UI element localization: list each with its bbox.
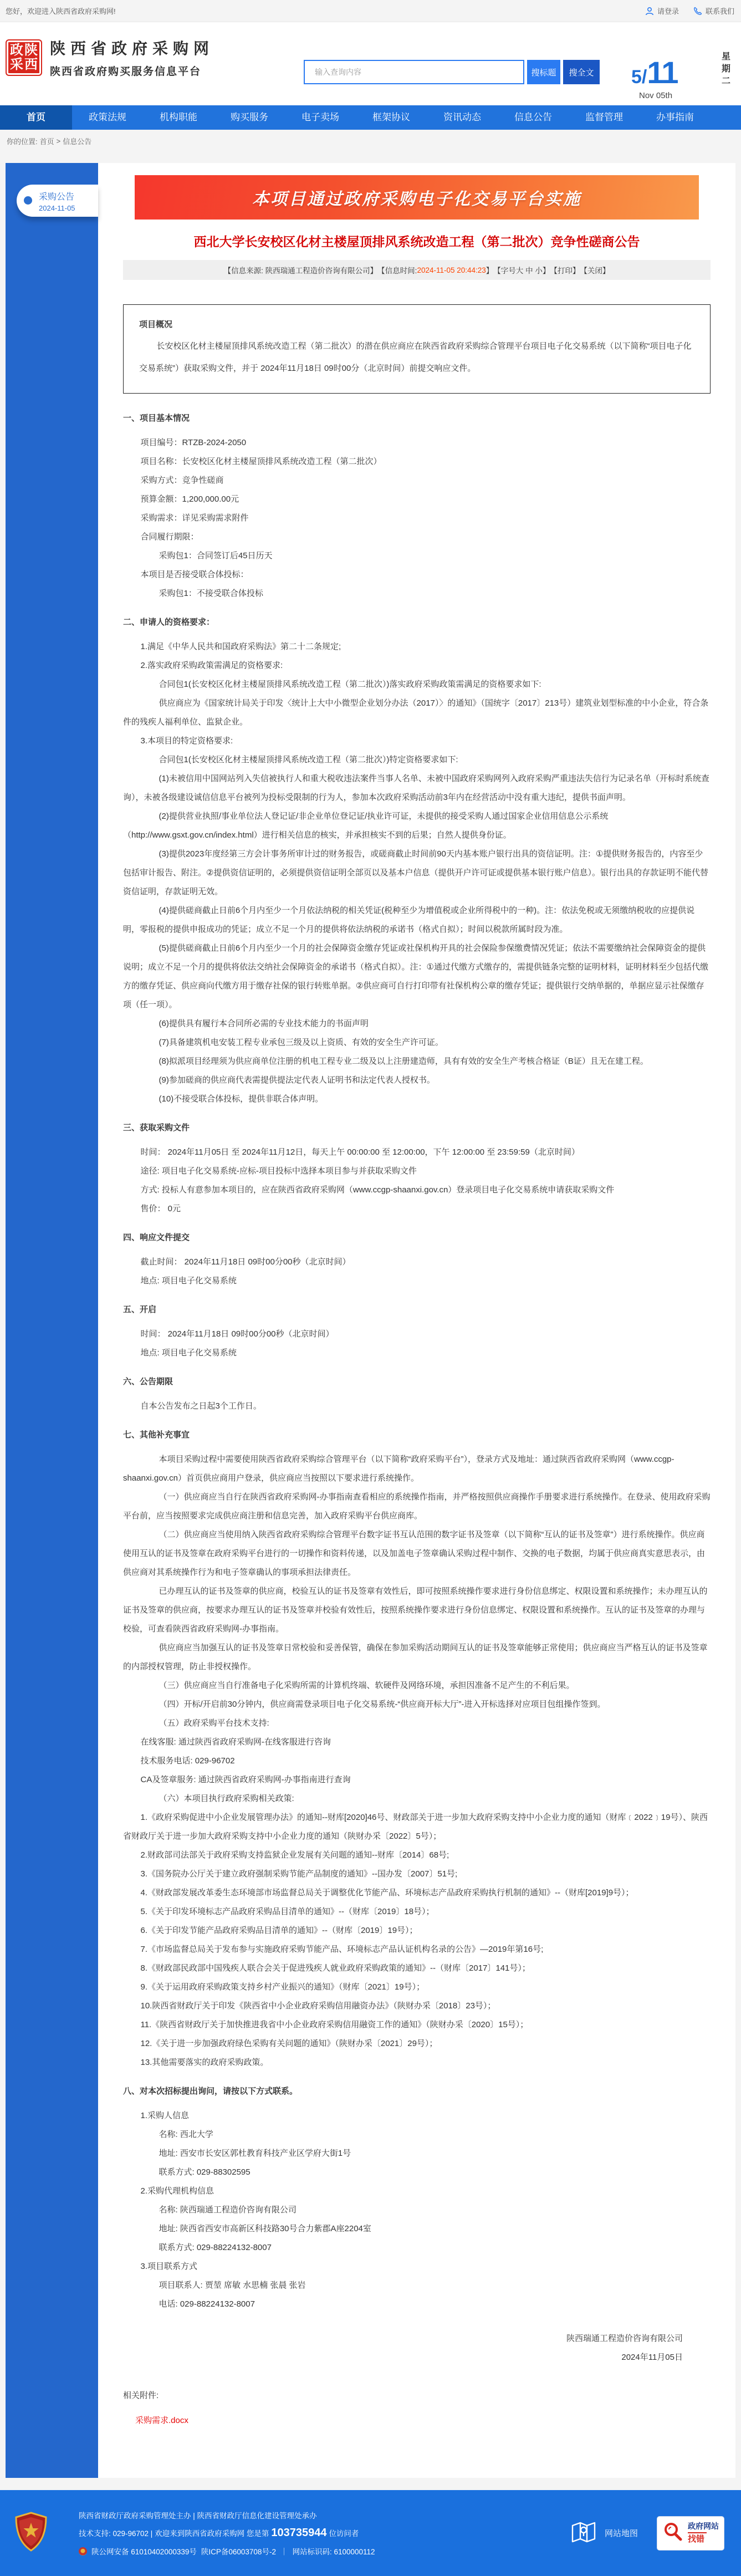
article-paragraph: 本项目采购过程中需要使用陕西省政府采购综合管理平台（以下简称“政府采购平台”），登录方式及地址：通过陕西省政府采购网（www.ccgp-shaanxi.gov.cn）首页供应商用户登录，供应商应当按照以下要求进行系统操作。: [123, 1455, 674, 1483]
attachment-list: [123, 2401, 711, 2426]
meta-bar: 【信息来源: 陕西瑞通工程造价咨询有限公司】 【信息时间: 2024-11-05 20:44:23 】 【字号 大 中 小 】 【打印】 【关闭】: [123, 260, 711, 280]
site-logo: [6, 39, 42, 76]
seal-char: 西: [24, 57, 38, 72]
article-paragraph: 合同包1(长安校区化材主楼屋顶排风系统改造工程（第二批次）)落实政府采购政策需满足的资格要求如下:: [159, 680, 541, 689]
article-paragraph: (4)提供磋商截止日前6个月内至少一个月依法纳税的相关凭证(税种至少为增值税或企业所得税中的一种)。注：依法免税或无须缴纳税收的应提供说明，零报税的提供申报成功的凭证；成立不足一个月的提供将依法纳税的承诺书（格式自拟）；时间以税款所属时段为准。: [123, 906, 695, 934]
article-paragraph: 地点: 项目电子化交易系统: [140, 1348, 237, 1358]
nav-item[interactable]: 首页: [0, 105, 72, 130]
article-paragraph: (8)拟派项目经理须为供应商单位注册的机电工程专业二级及以上注册建造师，具有有效的安全生产考核合格证（B证）且无在建工程。: [159, 1057, 648, 1066]
nav-item[interactable]: 购买服务: [231, 112, 268, 123]
article-paragraph: 3.项目联系方式: [140, 2262, 198, 2271]
fontsize-small-link[interactable]: 小: [535, 267, 543, 275]
fontsize-large-link[interactable]: 大: [515, 267, 524, 275]
date-english: Nov 05th: [639, 91, 673, 100]
article-paragraph: (3)提供2023年度经第三方会计事务所审计过的财务报告，或磋商截止时间前90天内基本账户银行出具的资信证明。注：①提供财务报告的，内容至少包括审计报告、附注。②提供资信证明的，必须提供资信证明全部页以及基本户信息（提供开户许可证或提供基本银行账户信息）。银行出具的存款证明不能代替资信证明，存款证明无效。: [123, 849, 708, 896]
article-paragraph: 项目联系人: 贾堃 席敏 水思楠 张晨 张岩: [159, 2281, 306, 2290]
article-paragraph: （五）政府采购平台技术支持:: [159, 1718, 269, 1728]
site-subtitle: 陕西省政府购买服务信息平台: [50, 66, 202, 78]
article-paragraph: 自本公告发布之日起3个工作日。: [140, 1401, 262, 1411]
print-link[interactable]: 【打印】: [550, 267, 580, 275]
article-paragraph: (1)未被信用中国网站列入失信被执行人和重大税收违法案件当事人名单、未被中国政府采购网列入政府采购严重违法失信行为记录名单（开标时系统查询），未被各级建设诚信信息平台被列为投标受限制的行为人，参加本次政府采购活动前3年内在经营活动中没有重大违纪，提供书面声明。: [123, 774, 709, 802]
article-body: [123, 409, 711, 2314]
page-title: 西北大学长安校区化材主楼屋顶排风系统改造工程（第二批次）竞争性磋商公告: [193, 234, 640, 249]
breadcrumb-home[interactable]: 首页: [39, 137, 54, 146]
footer-support-line: 技术支持: 029-96702 | 欢迎来到陕西省政府采购网 您是第 103735944 位访问者: [79, 2527, 359, 2539]
search-title-button[interactable]: 搜标题: [527, 60, 560, 84]
public-security-badge-icon: [79, 2547, 87, 2555]
article-paragraph: 方式: 投标人有意参加本项目的，应在陕西省政府采购网（www.ccgp-shaanxi.gov.cn）登录项目电子化交易系统申请获取采购文件: [140, 1185, 615, 1195]
date-day: 11: [647, 55, 678, 90]
article-paragraph: 在线客服: 通过陕西省政府采购网-在线客服进行咨询: [140, 1737, 331, 1747]
section-heading: 八、对本次招标提出询问，请按以下方式联系。: [123, 2087, 298, 2096]
article-paragraph: 名称: 西北大学: [159, 2130, 213, 2139]
breadcrumb: [0, 130, 741, 152]
contact-link[interactable]: 联系我们: [693, 6, 734, 16]
user-icon: [645, 7, 654, 16]
article-paragraph: 8.《财政部民政部中国残疾人联合会关于促进残疾人就业政府采购政策的通知》--（财库〔2017〕141号）；: [140, 1963, 530, 1973]
article-paragraph: 13.其他需要落实的政府采购政策。: [140, 2058, 269, 2067]
top-bar: [0, 0, 741, 22]
article-paragraph: 1.采购人信息: [140, 2111, 190, 2120]
fontsize-medium-link[interactable]: 中: [525, 267, 533, 275]
section-heading: 三、获取采购文件: [123, 1123, 190, 1133]
login-link[interactable]: 请登录: [645, 6, 679, 16]
nav-item[interactable]: 资讯动态: [443, 112, 481, 123]
main-nav: [0, 105, 741, 130]
close-link[interactable]: 【关闭】: [580, 267, 610, 275]
article-paragraph: 预算金额：1,200,000.00元: [140, 494, 239, 504]
section-heading: 四、响应文件提交: [123, 1233, 190, 1242]
article-paragraph: 6.《关于印发节能产品政府采购品目清单的通知》--（财库〔2019〕19号）；: [140, 1926, 418, 1935]
site-footer: [0, 2490, 741, 2576]
article-paragraph: 已办理互认的证书及签章的供应商，校验互认的证书及签章有效性后，即可按照系统操作要求进行身份信息绑定、权限设置和系统操作；未办理互认的证书及签章的供应商，按要求办理互认的证书及签章并校验有效性后，按照系统操作要求进行身份信息绑定、权限设置和系统操作。互认的证书及签章的办理与校验，可查看陕西省政府采购网-办事指南。: [123, 1587, 708, 1634]
seal-char: 采: [10, 57, 23, 72]
magnifier-icon: [662, 2521, 684, 2546]
article-paragraph: 12.《关于进一步加强政府绿色采购有关问题的通知》（陕财办采〔2021〕29号）；: [140, 2039, 438, 2048]
government-emblem-icon: [14, 2512, 48, 2554]
site-code: 网站标识码: 6100000112: [292, 2548, 375, 2556]
section-heading: 六、公告期限: [123, 1377, 173, 1386]
article-paragraph: 时间： 2024年11月05日 至 2024年11月12日，每天上午 00:00:00 至 12:00:00，下午 12:00:00 至 23:59:59（北京时间）: [140, 1147, 580, 1157]
attachments-heading: 相关附件:: [123, 2391, 159, 2400]
announcement-card: [98, 163, 735, 2478]
article-paragraph: 3.本项目的特定资格要求:: [140, 736, 233, 746]
article-paragraph: 合同履行期限：: [140, 532, 199, 542]
breadcrumb-separator: >: [56, 136, 61, 145]
article-paragraph: (10)不接受联合体投标，提供非联合体声明。: [159, 1094, 324, 1104]
article-paragraph: 2.财政部司法部关于政府采购支持监狱企业发展有关问题的通知--财库〔2014〕68号;: [140, 1850, 449, 1860]
article-paragraph: 合同包1(长安校区化材主楼屋顶排风系统改造工程（第二批次）)特定资格要求如下:: [159, 755, 458, 764]
nav-item[interactable]: 框架协议: [372, 112, 410, 123]
sitemap-link[interactable]: 网站地图: [569, 2518, 638, 2549]
article-paragraph: 采购包1：合同签订后45日历天: [159, 551, 273, 560]
article-paragraph: 技术服务电话: 029-96702: [140, 1756, 235, 1766]
article-paragraph: 11.《陕西省财政厅关于加快推进我省中小企业政府采购信用融资工作的通知》（陕财办采〔2020〕15号）；: [140, 2020, 529, 2029]
beian-ga-link[interactable]: 陕公网安备 61010402000339号: [91, 2548, 197, 2556]
search-input[interactable]: [304, 60, 524, 84]
breadcrumb-current[interactable]: 信息公告: [63, 137, 92, 146]
article-paragraph: CA及签章服务: 通过陕西省政府采购网-办事指南进行查询: [140, 1775, 351, 1784]
section-heading: 二、申请人的资格要求：: [123, 618, 215, 627]
nav-item[interactable]: 政策法规: [89, 112, 126, 123]
article-paragraph: 供应商应当加强互认的证书及签章日常校验和妥善保管，确保在参加采购活动期间互认的证书及签章能够正常使用；供应商应当严格互认的证书及签章的内部授权管理，防止非授权操作。: [123, 1643, 708, 1671]
nav-item[interactable]: 信息公告: [514, 112, 552, 123]
article-paragraph: 售价： 0元: [140, 1204, 181, 1213]
platform-banner: 本项目通过政府采购电子化交易平台实施: [135, 175, 699, 220]
nav-item[interactable]: 机构职能: [160, 112, 197, 123]
article-paragraph: （二）供应商应当使用纳入陕西省政府采购综合管理平台数字证书互认范围的数字证书及签章（以下简称“互认的证书及签章”）进行系统操作。供应商使用互认的证书及签章在政府采购平台进行的一切操作和资料传递，以及加盖电子签章确认采购过程中制作、交换的电子数据，均属于供应商真实意思表示，由供应商对其系统操作行为和电子签章确认的事项承担法律责任。: [123, 1530, 706, 1577]
overview-text: 长安校区化材主楼屋顶排风系统改造工程（第二批次）的潜在供应商应在陕西省政府采购综合管理平台项目电子化交易系统（以下简称“项目电子化交易系统”）获取采购文件，并于 2024年11月18日 09时00分（北京时间）前提交响应文件。: [139, 341, 692, 373]
nav-item[interactable]: 电子卖场: [301, 112, 339, 123]
article-paragraph: (5)提供磋商截止日前6个月内至少一个月的社会保障资金缴存凭证或社保机构开具的社会保险参保缴费情况凭证；依法不需要缴纳社会保障资金的提供说明；成立不足一个月的提供将依法交纳社会保障资金的承诺书（格式自拟）。注：①通过代缴方式缴存的，需提供链条完整的证明材料，证明材料至少包括代缴方的缴存凭证、供应商向代缴方用于缴存社保的银行转账单据。②供应商可自行打印带有社保机构公章的缴存凭证；提供银行交纳单据的，单据应显示社保缴存项（任一项）。: [123, 943, 708, 1009]
signature: [123, 2329, 711, 2367]
signature-line: 陕西瑞通工程造价咨询有限公司: [566, 2334, 683, 2343]
article-paragraph: 采购包1：不接受联合体投标: [159, 589, 263, 598]
site-title: 陕西省政府采购网: [50, 40, 214, 57]
article-paragraph: (2)提供营业执照/事业单位法人登记证/非企业单位登记证/执业许可证，未提供的接受采购人通过国家企业信用信息公示系统（http://www.gsxt.gov.cn/index.html）进行相关信息的核实，并承担核实不到的后果；自然人提供身份证。: [123, 812, 609, 840]
article-paragraph: 地址: 陕西省西安市高新区科技路30号合力紫郡A座2204室: [159, 2224, 371, 2233]
project-overview-box: [123, 304, 711, 394]
article-paragraph: 2.落实政府采购政策需满足的资格要求:: [140, 661, 283, 670]
overview-heading: 项目概况: [139, 320, 173, 329]
article-paragraph: 途径: 项目电子化交易系统-应标-项目投标中选择本项目参与并获取采购文件: [140, 1166, 417, 1176]
content-area: [0, 152, 741, 2490]
search-fulltext-button[interactable]: 搜全文: [563, 60, 600, 84]
seal-char: 政: [10, 42, 23, 58]
attachments-section: [123, 2389, 711, 2426]
beian-icp-link[interactable]: 陕ICP备06003708号-2: [201, 2548, 276, 2556]
article-paragraph: 项目名称：长安校区化材主楼屋顶排风系统改造工程（第二批次）: [140, 457, 382, 466]
article-paragraph: （三）供应商应当自行准备电子化采购所需的计算机终端、软硬件及网络环境，承担因准备不足产生的不利后果。: [159, 1681, 575, 1690]
article-paragraph: 采购方式：竞争性磋商: [140, 476, 224, 485]
article-paragraph: 2.采购代理机构信息: [140, 2186, 214, 2196]
signature-line: 2024年11月05日: [621, 2353, 683, 2362]
article-paragraph: 联系方式: 029-88224132-8007: [159, 2243, 272, 2252]
article-paragraph: 供应商应为《国家统计局关于印发〈统计上大中小微型企业划分办法（2017）〉的通知》（国统字〔2017〕213号）建筑业划型标准的中小企业，符合条件的残疾人福利单位、监狱企业。: [123, 698, 709, 727]
sidebar-tab-procurement-announcement[interactable]: 采购公告 2024-11-05: [17, 185, 98, 217]
section-heading: 一、项目基本情况: [123, 414, 190, 423]
article-paragraph: 采购需求：详见采购需求附件: [140, 513, 249, 523]
article-paragraph: 9.《关于运用政府采购政策支持乡村产业振兴的通知》（财库〔2021〕19号）；: [140, 1982, 425, 1992]
article-paragraph: 时间： 2024年11月18日 09时00分00秒（北京时间）: [140, 1329, 334, 1339]
article-paragraph: 电话: 029-88224132-8007: [159, 2299, 255, 2309]
weekday-label: 星期二: [721, 52, 730, 86]
breadcrumb-prefix: 你的位置:: [7, 137, 38, 146]
article-paragraph: （一）供应商应当自行在陕西省政府采购网-办事指南查看相应的系统操作指南，并严格按照供应商操作手册要求进行系统操作。在登录、使用政府采购平台前，应当按照要求完成供应商注册和信息完善，加入政府采购平台供应商库。: [123, 1492, 711, 1521]
article-paragraph: 1.《政府采购促进中小企业发展管理办法》的通知--财库[2020]46号、财政部关于进一步加大政府采购支持中小企业力度的通知（财库﹝2022﹞19号）、陕西省财政厅关于进一步加大政府采购支持中小企业力度的通知（陕财办采〔2022〕5号）；: [123, 1813, 708, 1841]
article-paragraph: 项目编号：RTZB-2024-2050: [140, 438, 247, 447]
article-paragraph: 本项目是否接受联合体投标：: [140, 570, 249, 579]
article-paragraph: （四）开标/开启前30分钟内，供应商需登录项目电子化交易系统-“供应商开标大厅”-进入开标选择对应项目包组操作签到。: [159, 1700, 606, 1709]
nav-item[interactable]: 办事指南: [656, 112, 694, 123]
welcome-text: 您好，欢迎进入陕西省政府采购网!: [6, 7, 116, 16]
nav-item[interactable]: 监督管理: [585, 112, 623, 123]
section-heading: 五、开启: [123, 1305, 157, 1314]
article-paragraph: 5.《关于印发环境标志产品政府采购品目清单的通知》--（财库〔2019〕18号）；: [140, 1907, 435, 1916]
article-paragraph: (7)具备建筑机电安装工程专业承包三级及以上资质、有效的安全生产许可证。: [159, 1038, 443, 1047]
footer-organizer: 陕西省财政厅政府采购管理处主办 | 陕西省财政厅信息化建设管理处承办: [79, 2512, 317, 2520]
gov-site-error-report-badge[interactable]: 政府网站 找错: [657, 2516, 724, 2551]
footer-beian-line: 陕公网安备 61010402000339号 陕ICP备06003708号-2 ｜ 网站标识码: 6100000112: [79, 2546, 375, 2557]
article-paragraph: 联系方式: 029-88302595: [159, 2167, 251, 2177]
article-paragraph: 10.陕西省财政厅关于印发《陕西省中小企业政府采购信用融资办法》（陕财办采〔2018〕23号）；: [140, 2001, 496, 2011]
attachment-link[interactable]: 采购需求.docx: [135, 2416, 188, 2425]
seal-char: 陕: [24, 42, 38, 58]
article-paragraph: 地址: 西安市长安区郭杜教育科技产业区学府大街1号: [159, 2149, 351, 2158]
sidebar: [6, 163, 98, 2478]
site-header: [0, 22, 741, 105]
map-icon: [569, 2518, 598, 2549]
info-time: 2024-11-05 20:44:23: [417, 266, 486, 274]
section-heading: 七、其他补充事宜: [123, 1430, 190, 1440]
article-paragraph: 4.《财政部发展改革委生态环境部市场监督总局关于调整优化节能产品、环境标志产品政府采购执行机制的通知》--（财库[2019]9号）；: [140, 1888, 634, 1897]
article-paragraph: 3.《国务院办公厅关于建立政府强制采购节能产品制度的通知》--国办发〔2007〕51号;: [140, 1869, 458, 1879]
date-month: 5/: [631, 67, 647, 88]
article-paragraph: 名称: 陕西瑞通工程造价咨询有限公司: [159, 2205, 297, 2215]
article-paragraph: 截止时间： 2024年11月18日 09时00分00秒（北京时间）: [140, 1257, 351, 1267]
bullet-dot-icon: [24, 196, 32, 205]
article-paragraph: 7.《市场监督总局关于发布参与实施政府采购节能产品、环境标志产品认证机构名录的公告》—2019年第16号;: [140, 1945, 544, 1954]
article-paragraph: 地点: 项目电子化交易系统: [140, 1276, 237, 1286]
article-paragraph: (6)提供具有履行本合同所必需的专业技术能力的书面声明: [159, 1019, 369, 1028]
visitor-count: 103735944: [271, 2527, 327, 2539]
search-bar: [304, 60, 600, 84]
phone-icon: [693, 7, 702, 16]
article-paragraph: （六）本项目执行政府采购相关政策:: [159, 1794, 294, 1803]
info-source: 【信息来源: 陕西瑞通工程造价咨询有限公司】: [223, 267, 378, 275]
article-paragraph: 1.满足《中华人民共和国政府采购法》第二十二条规定;: [140, 642, 341, 651]
article-paragraph: (9)参加磋商的供应商代表需提供提法定代表人证明书和法定代表人授权书。: [159, 1075, 435, 1085]
